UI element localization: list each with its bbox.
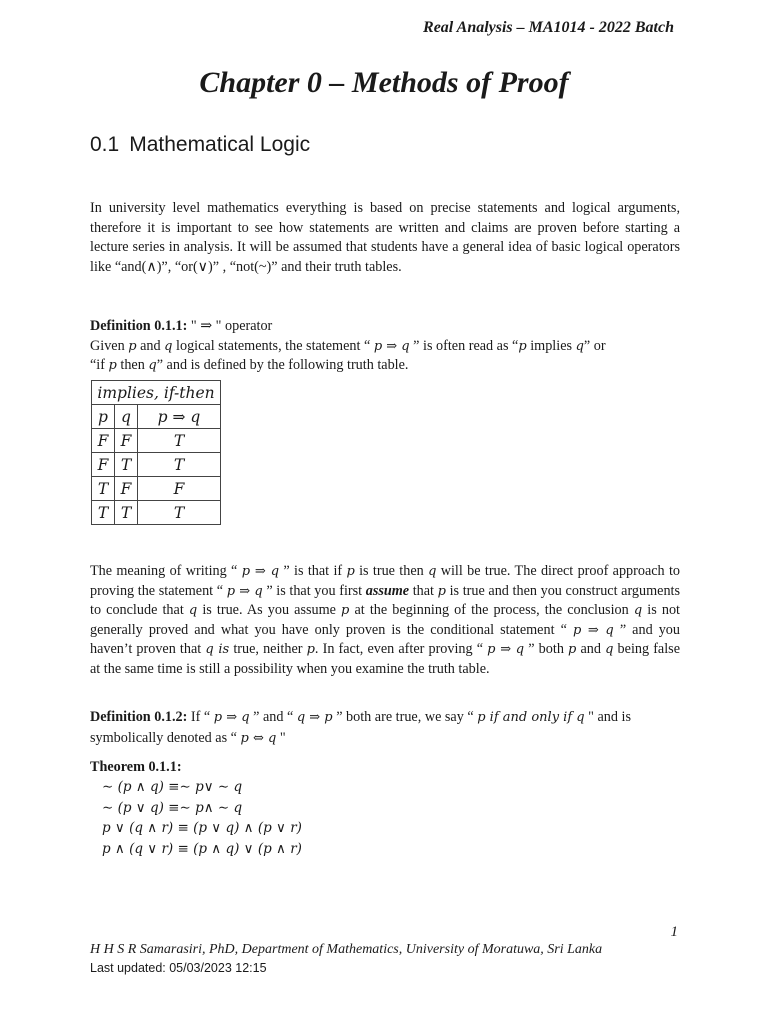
truth-table-header: q (115, 405, 138, 429)
footer-last-updated: Last updated: 05/03/2023 12:15 (90, 961, 267, 975)
theorem-equation: ∼ (p ∨ q) ≡∼ p∧ ∼ q (102, 799, 243, 816)
definition-label: Definition 0.1.2: (90, 709, 188, 725)
truth-table (91, 380, 221, 525)
truth-table-cell: F (138, 477, 221, 501)
page-number: 1 (670, 924, 678, 940)
definition-0-1-2: Definition 0.1.2: If “ p ⇒ q ” and “ q ⇒ p ” both are true, we say “ p if and only if q " and is symbolically denoted as “ p ⇔ q " (90, 709, 631, 746)
definition-name: " ⇒ " operator (187, 318, 273, 334)
definition-body: Given p and q logical statements, the statement “ p ⇒ q ” is often read as “p implies q” or “if p then q” and is defined by the following truth table. (90, 337, 606, 373)
theorem-0-1-1 (90, 757, 302, 859)
truth-table-header: p ⇒ q (138, 405, 221, 429)
definition-label: Definition 0.1.1: (90, 318, 188, 334)
truth-table-caption: implies, if-then (92, 381, 221, 405)
theorem-equation: p ∧ (q ∨ r) ≡ (p ∧ q) ∨ (p ∧ r) (102, 840, 302, 857)
table-row (92, 501, 221, 525)
truth-table-cell: T (115, 453, 138, 477)
truth-table-cell: T (138, 429, 221, 453)
emphasis-assume: assume (365, 582, 410, 599)
footer-author: H H S R Samarasiri, PhD, Department of Mathematics, University of Moratuwa, Sri Lanka (90, 942, 603, 957)
section-heading (90, 133, 310, 157)
definition-heading (90, 317, 690, 337)
section-number: 0.1 (90, 133, 120, 156)
table-row (92, 453, 221, 477)
truth-table-cell: T (92, 501, 115, 525)
theorem-equation: p ∨ (q ∧ r) ≡ (p ∨ q) ∧ (p ∨ r) (102, 820, 302, 836)
theorem-equation: ∼ (p ∧ q) ≡∼ p∨ ∼ q (102, 779, 243, 795)
table-row (92, 429, 221, 453)
chapter-title: Chapter 0 – Methods of Proof (199, 66, 569, 99)
definition-0-1-1 (90, 317, 690, 376)
truth-table-cell: F (92, 453, 115, 477)
running-header: Real Analysis – MA1014 - 2022 Batch (423, 19, 674, 36)
truth-table-cell: T (138, 501, 221, 525)
section-title: Mathematical Logic (129, 133, 311, 156)
intro-paragraph: In university level mathematics everything is based on precise statements and logical arguments, therefore it is important to see how statements are written and claims are proven before starting a lecture series in analysis. It will be assumed that students have a general idea of basic logical operators like “and(∧)”, “or(∨)” , “not(~)” and their truth tables. (90, 200, 680, 275)
truth-table-cell: T (115, 501, 138, 525)
truth-table-cell: T (92, 477, 115, 501)
truth-table-cell: F (115, 477, 138, 501)
truth-table-cell: T (138, 453, 221, 477)
table-row (92, 477, 221, 501)
theorem-label: Theorem 0.1.1: (90, 759, 182, 775)
truth-table-header: p (92, 405, 115, 429)
truth-table-cell: F (92, 429, 115, 453)
truth-table-cell: F (115, 429, 138, 453)
meaning-paragraph: The meaning of writing “ p ⇒ q ” is that if p is true then q will be true. The direct proof approach to proving the statement “ p ⇒ q ” is that you first assume that p is true and then you construct arguments to conclude that q is true. As you assume p at the beginning of the process, the conclusion q is not generally proved and what you have only proven is the conditional statement “ p ⇒ q ” and you haven’t proven that q is true, neither p. In fact, even after proving “ p ⇒ q ” both p and q being false at the same time is still a possibility when you examine the truth table. (90, 563, 681, 677)
